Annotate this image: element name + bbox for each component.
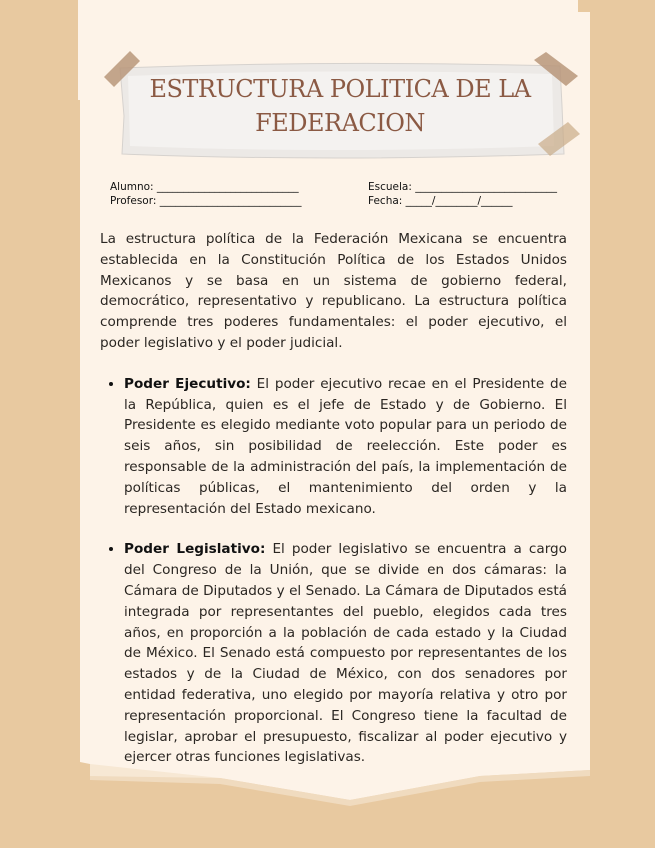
page-title: ESTRUCTURA POLITICA DE LA FEDERACION: [149, 75, 531, 137]
list-item: [124, 374, 567, 520]
tape-top-right: [532, 50, 580, 90]
alumno-field[interactable]: Alumno: ___________________________: [110, 181, 299, 193]
list-item-term: Poder Ejecutivo:: [124, 375, 251, 392]
tape-top-left: [100, 47, 144, 91]
list-item-text: El poder ejecutivo recae en el Presidente de la República, quien es el jefe de Estado y de Gobierno. El Presidente es elegido mediante voto popular para un periodo de seis años, sin posibilidad de reelección. Este poder es responsable de la administración del país, la implementación de políticas públicas, el mantenimiento del orden y la representación del Estado mexicano.: [124, 375, 567, 517]
fecha-field[interactable]: Fecha: _____/________/______: [368, 195, 513, 207]
profesor-field[interactable]: Profesor: ___________________________: [110, 195, 302, 207]
escuela-field[interactable]: Escuela: ___________________________: [368, 181, 557, 193]
list-item: [124, 539, 567, 768]
list-item-text: El poder legislativo se encuentra a cargo del Congreso de la Unión, que se divide en dos cámaras: la Cámara de Diputados y el Senado. La Cámara de Diputados está integrada por representantes del pueblo, elegidos cada tres años, en proporción a la población de cada estado y la Ciudad de México. El Senado está compuesto por representantes de los estados y de la Ciudad de México, con dos senadores por entidad federativa, uno elegido por mayoría relativa y otro por representación proporcional. El Congreso tiene la facultad de legislar, aprobar el presupuesto, fiscalizar al poder ejecutivo y ejercer otras funciones legislativas.: [124, 541, 567, 766]
intro-paragraph: La estructura política de la Federación Mexicana se encuentra establecida en la Constitución Política de los Estados Unidos Mexicanos y se basa en un sistema de gobierno federal, democrático, representativo y republicano. La estructura política comprende tres poderes fundamentales: el poder ejecutivo, el poder legislativo y el poder judicial.: [100, 231, 567, 351]
title-banner-group: [90, 46, 580, 166]
powers-list: [100, 374, 567, 768]
document-body: [100, 229, 567, 788]
list-item-term: Poder Legislativo:: [124, 541, 266, 558]
tape-bottom-right: [534, 120, 582, 160]
